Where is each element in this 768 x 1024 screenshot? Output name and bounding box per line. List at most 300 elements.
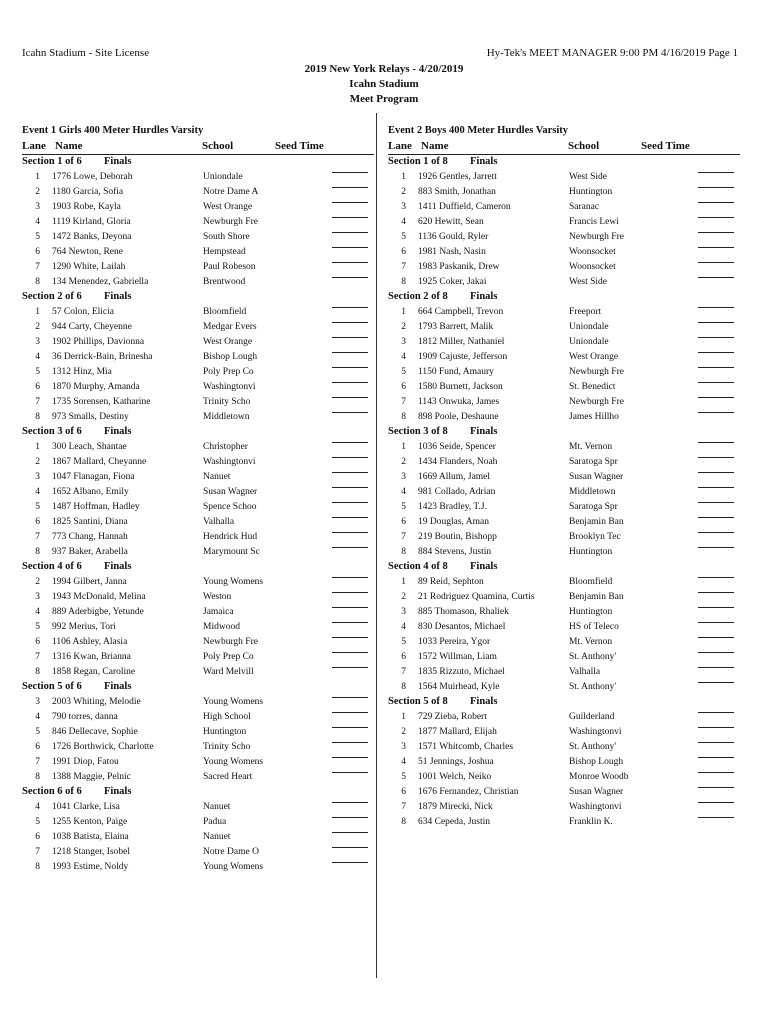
entry-school: Bloomfield: [569, 577, 613, 587]
entry-name: 937 Baker, Arabella: [52, 547, 128, 557]
entry-school: Susan Wagner: [569, 472, 624, 482]
result-blank-line: [332, 517, 368, 518]
entry-row: [388, 650, 740, 665]
entry-school: West Orange: [203, 202, 253, 212]
result-blank-line: [698, 622, 734, 623]
entry-school: Bishop Lough: [569, 757, 624, 767]
entry-name: 944 Carty, Cheyenne: [52, 322, 132, 332]
entry-school: Huntington: [569, 547, 613, 557]
entry-name: 1902 Phillips, Davionna: [52, 337, 145, 347]
section-label: Section 1 of 8: [388, 156, 448, 167]
result-blank-line: [332, 757, 368, 758]
section-header: [388, 155, 740, 170]
result-blank-line: [698, 337, 734, 338]
section-label: Section 1 of 6: [22, 156, 82, 167]
entry-lane: 8: [401, 277, 406, 287]
entry-name: 1726 Borthwick, Charlotte: [52, 742, 154, 752]
result-blank-line: [698, 667, 734, 668]
entry-row: [22, 830, 374, 845]
section-label: Section 2 of 6: [22, 291, 82, 302]
entry-name: 1472 Banks, Deyona: [52, 232, 132, 242]
section-round: Finals: [470, 156, 498, 167]
entry-lane: 5: [35, 727, 40, 737]
entry-row: [388, 230, 740, 245]
entry-lane: 1: [401, 577, 406, 587]
entry-name: 1993 Estime, Noldy: [52, 862, 129, 872]
entry-name: 2003 Whiting, Melodie: [52, 697, 141, 707]
entry-name: 981 Collado, Adrian: [418, 487, 496, 497]
entry-name: 1119 Kirland, Gloria: [52, 217, 131, 227]
result-blank-line: [698, 592, 734, 593]
entry-row: [388, 500, 740, 515]
result-blank-line: [332, 817, 368, 818]
entry-lane: 3: [35, 697, 40, 707]
entry-row: [22, 215, 374, 230]
entry-lane: 6: [35, 832, 40, 842]
entry-school: Monroe Woodb: [569, 772, 629, 782]
column-header-seed-time: Seed Time: [641, 140, 690, 152]
entry-school: Midwood: [203, 622, 240, 632]
entry-name: 1036 Seide, Spencer: [418, 442, 496, 452]
entry-row: [388, 710, 740, 725]
entry-name: 1735 Sorensen, Katharine: [52, 397, 151, 407]
entry-row: [22, 515, 374, 530]
entry-row: [388, 800, 740, 815]
column-header-lane: Lane: [388, 140, 412, 152]
event-column-boys: [388, 123, 740, 830]
result-blank-line: [698, 457, 734, 458]
entry-lane: 7: [401, 667, 406, 677]
entry-name: 19 Douglas, Aman: [418, 517, 489, 527]
entry-row: [388, 455, 740, 470]
entry-school: Uniondale: [203, 172, 243, 182]
section-label: Section 3 of 6: [22, 426, 82, 437]
result-blank-line: [698, 742, 734, 743]
result-blank-line: [332, 472, 368, 473]
entry-lane: 8: [401, 682, 406, 692]
entry-row: [22, 725, 374, 740]
result-blank-line: [332, 712, 368, 713]
entry-lane: 6: [401, 652, 406, 662]
entry-lane: 7: [401, 802, 406, 812]
entry-lane: 5: [401, 502, 406, 512]
result-blank-line: [698, 397, 734, 398]
entry-school: Young Womens: [203, 577, 264, 587]
entry-name: 1434 Flanders, Noah: [418, 457, 498, 467]
entry-name: 1877 Mallard, Elijah: [418, 727, 497, 737]
entry-school: Woonsocket: [569, 247, 616, 257]
entry-row: [22, 275, 374, 290]
entry-school: Susan Wagner: [569, 787, 624, 797]
entry-lane: 3: [35, 337, 40, 347]
result-blank-line: [698, 217, 734, 218]
result-blank-line: [698, 367, 734, 368]
entry-name: 773 Chang, Hannah: [52, 532, 128, 542]
entry-name: 1143 Onwuka, James: [418, 397, 500, 407]
entry-school: Uniondale: [569, 322, 609, 332]
entry-name: 889 Aderbigbe, Yetunde: [52, 607, 144, 617]
result-blank-line: [332, 847, 368, 848]
entry-row: [388, 680, 740, 695]
entry-row: [22, 305, 374, 320]
section-label: Section 2 of 8: [388, 291, 448, 302]
result-blank-line: [332, 352, 368, 353]
section-round: Finals: [470, 426, 498, 437]
entry-name: 1793 Barrett, Malik: [418, 322, 494, 332]
entry-name: 21 Rodriguez Quamina, Curtis: [418, 592, 535, 602]
entry-row: [22, 170, 374, 185]
entry-lane: 2: [401, 727, 406, 737]
result-blank-line: [332, 277, 368, 278]
entry-name: 1825 Santini, Diana: [52, 517, 128, 527]
entry-school: St. Anthony': [569, 652, 617, 662]
entry-lane: 5: [35, 367, 40, 377]
entry-school: Mt. Vernon: [569, 637, 613, 647]
entry-lane: 4: [401, 352, 406, 362]
result-blank-line: [698, 352, 734, 353]
entry-row: [388, 635, 740, 650]
entry-lane: 2: [35, 577, 40, 587]
section-round: Finals: [104, 291, 132, 302]
entry-school: Washingtonvi: [569, 727, 622, 737]
column-header-seed-time: Seed Time: [275, 140, 324, 152]
result-blank-line: [332, 772, 368, 773]
entry-lane: 6: [401, 787, 406, 797]
entry-school: Poly Prep Co: [203, 652, 254, 662]
entry-row: [388, 770, 740, 785]
entry-row: [22, 230, 374, 245]
entry-name: 1835 Rizzuto, Michael: [418, 667, 505, 677]
entry-school: Poly Prep Co: [203, 367, 254, 377]
entry-row: [388, 170, 740, 185]
entry-lane: 6: [35, 382, 40, 392]
entry-school: Medgar Evers: [203, 322, 257, 332]
section-round: Finals: [104, 561, 132, 572]
result-blank-line: [698, 487, 734, 488]
entry-name: 1870 Murphy, Amanda: [52, 382, 140, 392]
result-blank-line: [332, 547, 368, 548]
entry-name: 1312 Hinz, Mia: [52, 367, 112, 377]
entry-name: 1991 Diop, Fatou: [52, 757, 119, 767]
result-blank-line: [698, 577, 734, 578]
entry-school: Washingtonvi: [203, 457, 256, 467]
entry-row: [22, 245, 374, 260]
entry-row: [22, 545, 374, 560]
entry-name: 1388 Maggie, Pelnic: [52, 772, 131, 782]
section-label: Section 3 of 8: [388, 426, 448, 437]
entry-row: [22, 260, 374, 275]
section-header: [22, 290, 374, 305]
result-blank-line: [698, 652, 734, 653]
entry-name: 57 Colon, Elicia: [52, 307, 115, 317]
entry-lane: 7: [35, 397, 40, 407]
entry-school: Huntington: [203, 727, 247, 737]
result-blank-line: [698, 322, 734, 323]
entry-row: [388, 515, 740, 530]
entry-row: [22, 605, 374, 620]
entry-row: [388, 785, 740, 800]
entry-row: [388, 320, 740, 335]
entry-school: Ward Melvill: [203, 667, 254, 677]
entry-name: 1879 Mirecki, Nick: [418, 802, 493, 812]
result-blank-line: [332, 622, 368, 623]
entry-school: Newburgh Fre: [569, 367, 624, 377]
entry-name: 1943 McDonald, Melina: [52, 592, 146, 602]
result-blank-line: [332, 502, 368, 503]
entry-lane: 1: [401, 307, 406, 317]
entry-lane: 3: [401, 607, 406, 617]
result-blank-line: [332, 652, 368, 653]
entry-lane: 4: [35, 217, 40, 227]
entry-lane: 7: [35, 757, 40, 767]
entry-row: [388, 380, 740, 395]
entry-row: [388, 470, 740, 485]
entry-lane: 2: [401, 322, 406, 332]
entry-name: 664 Campbell, Trevon: [418, 307, 504, 317]
entry-row: [388, 725, 740, 740]
entry-lane: 3: [401, 337, 406, 347]
result-blank-line: [332, 532, 368, 533]
entry-row: [388, 755, 740, 770]
result-blank-line: [332, 832, 368, 833]
entry-school: Washingtonvi: [569, 802, 622, 812]
entry-name: 1909 Cajuste, Jefferson: [418, 352, 508, 362]
entry-name: 1571 Whitcomb, Charles: [418, 742, 514, 752]
entry-row: [388, 815, 740, 830]
entry-name: 898 Poole, Deshaune: [418, 412, 499, 422]
entry-name: 1218 Stanger, Isobel: [52, 847, 130, 857]
section-round: Finals: [104, 426, 132, 437]
entry-school: High School: [203, 712, 251, 722]
entry-school: Nanuet: [203, 832, 231, 842]
result-blank-line: [332, 187, 368, 188]
column-header-school: School: [202, 140, 234, 152]
section-header: [22, 155, 374, 170]
entry-school: Middletown: [569, 487, 616, 497]
column-divider: [376, 113, 377, 978]
result-blank-line: [698, 787, 734, 788]
entry-row: [22, 650, 374, 665]
entry-row: [22, 455, 374, 470]
entry-school: Valhalla: [203, 517, 235, 527]
entry-lane: 6: [401, 517, 406, 527]
entry-name: 1001 Welch, Neiko: [418, 772, 492, 782]
entry-lane: 5: [35, 622, 40, 632]
entry-row: [388, 530, 740, 545]
meet-name: 2019 New York Relays - 4/20/2019: [304, 63, 464, 75]
entry-lane: 8: [35, 667, 40, 677]
section-header: [22, 560, 374, 575]
entry-name: 830 Desantos, Michael: [418, 622, 506, 632]
entry-school: Jamaica: [203, 607, 234, 617]
entry-school: Bloomfield: [203, 307, 247, 317]
result-blank-line: [332, 217, 368, 218]
result-blank-line: [332, 382, 368, 383]
event-column-girls: [22, 123, 374, 875]
entry-row: [22, 755, 374, 770]
entry-row: [388, 200, 740, 215]
entry-name: 1038 Batista, Elaina: [52, 832, 129, 842]
entry-row: [388, 215, 740, 230]
section-round: Finals: [470, 561, 498, 572]
entry-lane: 7: [35, 652, 40, 662]
entry-lane: 5: [35, 817, 40, 827]
entry-school: Sacred Heart: [203, 772, 253, 782]
entry-name: 884 Stevens, Justin: [418, 547, 492, 557]
section-label: Section 4 of 6: [22, 561, 82, 572]
entry-school: West Orange: [203, 337, 253, 347]
section-round: Finals: [104, 681, 132, 692]
result-blank-line: [332, 487, 368, 488]
entry-name: 51 Jennings, Joshua: [418, 757, 494, 767]
entry-lane: 4: [35, 712, 40, 722]
entry-school: West Side: [569, 172, 608, 182]
entry-name: 89 Reid, Sephton: [418, 577, 484, 587]
entry-row: [388, 350, 740, 365]
entry-row: [388, 620, 740, 635]
entry-row: [22, 410, 374, 425]
entry-school: St. Anthony': [569, 742, 617, 752]
entry-school: Woonsocket: [569, 262, 616, 272]
entry-lane: 1: [401, 172, 406, 182]
result-blank-line: [332, 412, 368, 413]
result-blank-line: [332, 247, 368, 248]
entry-row: [388, 605, 740, 620]
result-blank-line: [698, 502, 734, 503]
column-header-name: Name: [421, 140, 449, 152]
result-blank-line: [332, 172, 368, 173]
event-title: Event 2 Boys 400 Meter Hurdles Varsity: [388, 125, 569, 136]
result-blank-line: [332, 337, 368, 338]
entry-row: [388, 365, 740, 380]
entry-lane: 1: [35, 307, 40, 317]
entry-row: [388, 185, 740, 200]
entry-lane: 4: [35, 352, 40, 362]
entry-school: Young Womens: [203, 862, 264, 872]
entry-lane: 3: [35, 592, 40, 602]
result-blank-line: [698, 262, 734, 263]
entry-lane: 8: [401, 817, 406, 827]
entry-lane: 7: [35, 532, 40, 542]
entry-row: [388, 305, 740, 320]
entry-name: 1316 Kwan, Brianna: [52, 652, 131, 662]
entry-lane: 6: [401, 382, 406, 392]
entry-lane: 6: [35, 517, 40, 527]
result-blank-line: [332, 862, 368, 863]
entry-lane: 4: [401, 622, 406, 632]
entry-lane: 1: [401, 712, 406, 722]
entry-school: St. Benedict: [569, 382, 616, 392]
result-blank-line: [698, 637, 734, 638]
entry-school: Huntington: [569, 607, 613, 617]
result-blank-line: [332, 232, 368, 233]
entry-lane: 2: [35, 457, 40, 467]
entry-name: 1926 Gentles, Jarrett: [418, 172, 497, 182]
column-header-row: [22, 139, 374, 155]
entry-name: 1812 Miller, Nathaniel: [418, 337, 505, 347]
entry-row: [22, 500, 374, 515]
section-round: Finals: [104, 156, 132, 167]
entry-lane: 3: [401, 472, 406, 482]
entry-lane: 7: [35, 847, 40, 857]
column-header-name: Name: [55, 140, 83, 152]
result-blank-line: [332, 637, 368, 638]
entry-lane: 6: [35, 742, 40, 752]
entry-name: 1580 Burnett, Jackson: [418, 382, 503, 392]
result-blank-line: [332, 607, 368, 608]
entry-row: [22, 365, 374, 380]
entry-lane: 1: [35, 172, 40, 182]
section-header: [22, 785, 374, 800]
entry-school: Padua: [203, 817, 227, 827]
entry-school: Saratoga Spr: [569, 457, 618, 467]
entry-row: [388, 395, 740, 410]
entry-name: 1867 Mallard, Cheyanne: [52, 457, 147, 467]
entry-lane: 3: [401, 742, 406, 752]
entry-row: [388, 245, 740, 260]
entry-lane: 8: [35, 862, 40, 872]
result-blank-line: [332, 367, 368, 368]
entry-row: [22, 440, 374, 455]
entry-row: [22, 185, 374, 200]
meet-title-block: [0, 62, 768, 107]
entry-lane: 3: [35, 202, 40, 212]
entry-name: 620 Hewitt, Sean: [418, 217, 484, 227]
entry-name: 1564 Muirhead, Kyle: [418, 682, 500, 692]
entry-row: [22, 665, 374, 680]
entry-name: 992 Merius, Tori: [52, 622, 116, 632]
result-blank-line: [332, 697, 368, 698]
entry-name: 846 Dellecave, Sophie: [52, 727, 138, 737]
entry-lane: 6: [401, 247, 406, 257]
entry-name: 36 Derrick-Bain, Brinesha: [52, 352, 153, 362]
entry-name: 790 torres, danna: [52, 712, 118, 722]
result-blank-line: [332, 592, 368, 593]
entry-lane: 3: [35, 472, 40, 482]
entry-lane: 8: [35, 277, 40, 287]
result-blank-line: [698, 472, 734, 473]
entry-row: [388, 665, 740, 680]
entry-name: 729 Zieba, Robert: [418, 712, 487, 722]
event-title: Event 1 Girls 400 Meter Hurdles Varsity: [22, 125, 204, 136]
entry-name: 1858 Regan, Caroline: [52, 667, 136, 677]
entry-school: Saratoga Spr: [569, 502, 618, 512]
entry-lane: 4: [401, 487, 406, 497]
result-blank-line: [698, 547, 734, 548]
entry-name: 1669 Allum, Jamel: [418, 472, 491, 482]
entry-lane: 1: [401, 442, 406, 452]
entry-lane: 4: [401, 217, 406, 227]
section-header: [388, 695, 740, 710]
entry-school: Francis Lewi: [569, 217, 619, 227]
entry-lane: 1: [35, 442, 40, 452]
entry-name: 134 Menendez, Gabriella: [52, 277, 149, 287]
entry-name: 1033 Pereira, Ygor: [418, 637, 491, 647]
section-header: [22, 680, 374, 695]
entry-row: [388, 590, 740, 605]
entry-name: 300 Leach, Shantae: [52, 442, 127, 452]
entry-school: Franklin K.: [569, 817, 613, 827]
entry-row: [22, 800, 374, 815]
entry-name: 1047 Flanagan, Fiona: [52, 472, 135, 482]
entry-school: Young Womens: [203, 757, 264, 767]
result-blank-line: [698, 682, 734, 683]
entry-school: Weston: [203, 592, 232, 602]
result-blank-line: [698, 727, 734, 728]
entry-lane: 8: [35, 772, 40, 782]
section-label: Section 5 of 6: [22, 681, 82, 692]
entry-lane: 7: [401, 262, 406, 272]
